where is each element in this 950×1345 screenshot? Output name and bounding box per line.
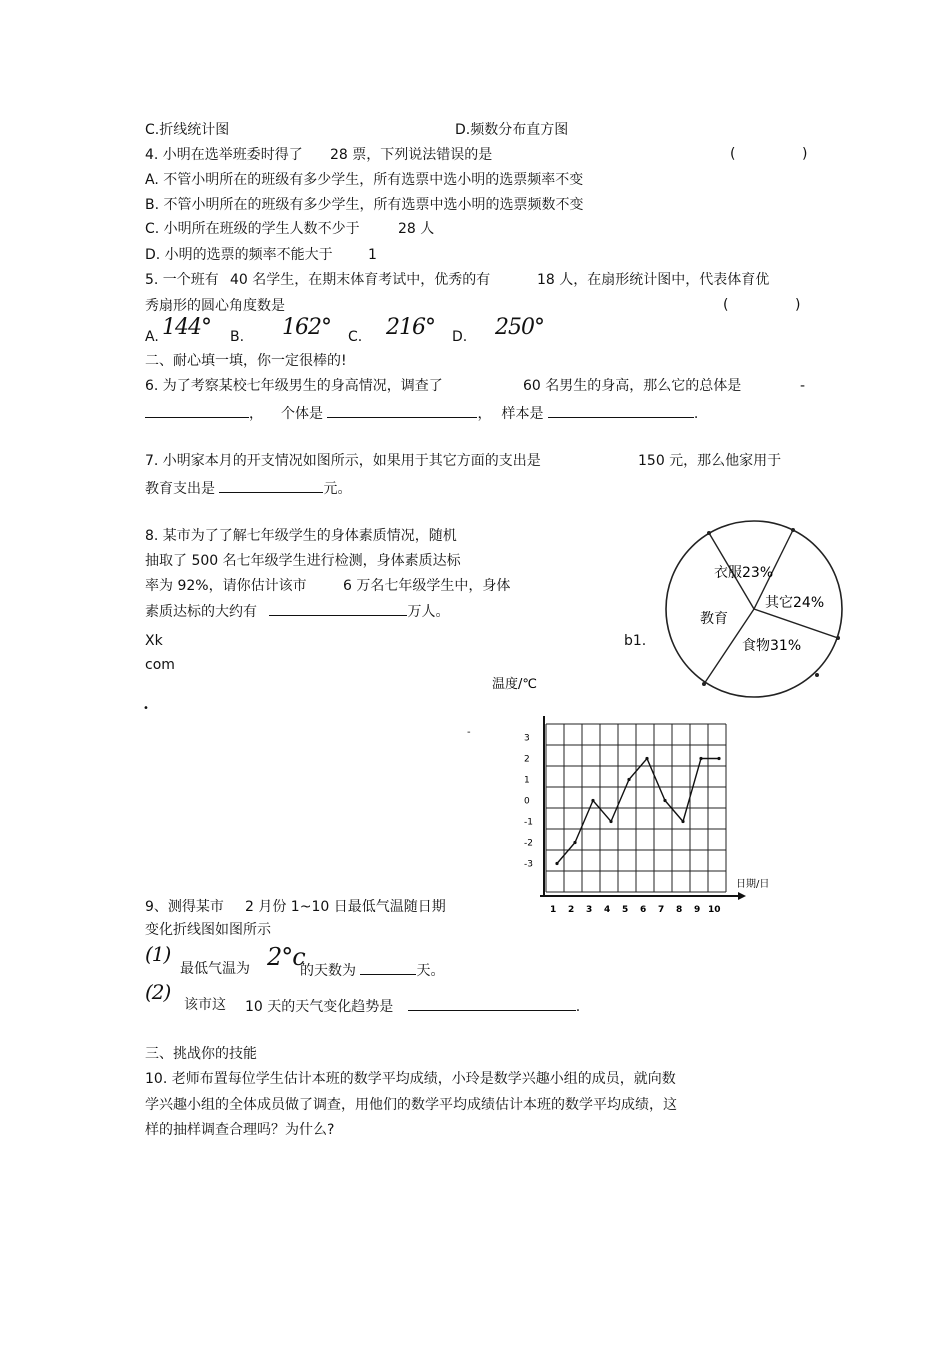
- temperature-line-chart: [488, 668, 778, 915]
- q6-blank-sample[interactable]: [548, 403, 694, 418]
- q9-part1-unit: 天。: [416, 963, 445, 979]
- q8-unit: 万人。: [407, 604, 450, 620]
- q6-blank-individual[interactable]: [327, 403, 477, 418]
- y-tick-label: 3: [524, 733, 530, 744]
- q9-part1-text-a: 最低气温为: [180, 961, 250, 977]
- chart-x-axis-label: 日期/日: [736, 879, 770, 890]
- temperature-point: [555, 862, 558, 865]
- y-tick-label: 2: [524, 754, 530, 765]
- x-tick-label: 2: [568, 905, 575, 915]
- q4-option-d-a: D. 小明的选票的频率不能大于: [145, 247, 333, 263]
- y-tick-label: 1: [524, 775, 530, 786]
- q6-line1-b: 60 名男生的身高，那么它的总体是: [523, 378, 742, 394]
- chart-series: [555, 757, 720, 865]
- q5-value-d: 250°: [495, 315, 544, 340]
- q7-blank-education[interactable]: [219, 478, 323, 493]
- q5-value-c: 216°: [386, 315, 435, 340]
- q5-paren-right: ): [795, 297, 801, 313]
- q4-option-c-a: C. 小明所在班级的学生人数不少于: [145, 221, 360, 237]
- stray-dash: -: [467, 727, 471, 738]
- q5-line1-b: 40 名学生，在期末体育考试中，优秀的有: [230, 272, 491, 288]
- chart-ticks: [524, 734, 721, 916]
- y-tick-label: -3: [524, 859, 533, 870]
- q6-line1-a: 6. 为了考察某校七年级男生的身高情况，调查了: [145, 378, 443, 394]
- y-tick-label: 0: [524, 796, 530, 807]
- stray-xk: Xk: [145, 633, 163, 649]
- q9-part2-text-a: 该市这: [184, 997, 226, 1013]
- temperature-series-line: [557, 759, 719, 864]
- q9-blank-days[interactable]: [360, 960, 416, 975]
- q5-label-b: B.: [230, 329, 245, 345]
- q5-label-d: D.: [452, 329, 468, 345]
- y-tick-label: -2: [524, 838, 533, 849]
- stray-b1: b1.: [624, 633, 647, 649]
- chart-y-axis-label: 温度/℃: [492, 677, 537, 692]
- q3-option-c: C.折线统计图: [145, 122, 230, 138]
- x-tick-label: 3: [586, 905, 593, 915]
- q4-option-c-b: 28 人: [398, 221, 435, 237]
- chart-grid: [540, 716, 746, 900]
- q5-value-a: 144°: [162, 315, 211, 340]
- q8-estimate-label: 素质达标的大约有: [145, 604, 257, 620]
- temperature-point: [609, 820, 612, 823]
- x-tick-label: 4: [604, 905, 611, 915]
- q5-paren-left: (: [723, 297, 729, 313]
- q8-line1: 8. 某市为了了解七年级学生的身体素质情况，随机: [145, 528, 457, 544]
- q5-line2: 秀扇形的圆心角度数是: [145, 298, 285, 314]
- q9-part2-period: .: [575, 999, 581, 1015]
- q9-part1-line: [300, 960, 444, 980]
- q6-period: .: [693, 406, 699, 422]
- pie-point-5: [815, 673, 819, 677]
- section-3-heading: 三、挑战你的技能: [145, 1046, 257, 1062]
- section-2-heading: 二、耐心填一填，你一定很棒的!: [145, 353, 347, 369]
- q9-line2: 变化折线图如图所示: [145, 922, 271, 938]
- pie-point-2: [791, 528, 795, 532]
- temperature-point: [645, 757, 648, 760]
- q8-line4: [145, 601, 449, 621]
- q5-label-c: C.: [348, 329, 363, 345]
- q10-line3: 样的抽样调查合理吗？为什么?: [145, 1122, 335, 1138]
- q7-line2: [145, 478, 351, 498]
- q9-line1-a: 9、测得某市: [145, 899, 224, 915]
- x-tick-label: 6: [640, 905, 647, 915]
- x-tick-label: 10: [708, 905, 721, 915]
- temperature-point: [663, 799, 666, 802]
- q9-part2-number: (2): [145, 980, 171, 1004]
- pie-divider-3: [754, 609, 838, 638]
- q7-line1-a: 7. 小明家本月的开支情况如图所示，如果用于其它方面的支出是: [145, 453, 541, 469]
- q8-blank-estimate[interactable]: [269, 601, 407, 616]
- q5-line1-c: 18 人，在扇形统计图中，代表体育优: [537, 272, 770, 288]
- q9-part2-line: [245, 996, 580, 1016]
- q9-part1-value: 2°c: [267, 943, 305, 971]
- pie-label-other: 其它24%: [765, 595, 825, 611]
- q4-stem-b: 28 票，下列说法错误的是: [330, 147, 493, 163]
- pie-label-education: 教育: [700, 611, 728, 627]
- q8-line2: 抽取了 500 名七年级学生进行检测，身体素质达标: [145, 553, 461, 569]
- q3-option-d: D.频数分布直方图: [455, 122, 569, 138]
- q9-part1-text-b: 的天数为: [300, 963, 356, 979]
- q9-blank-trend[interactable]: [408, 996, 576, 1011]
- q4-option-b: B. 不管小明所在的班级有多少学生，所有选票中选小明的选票频数不变: [145, 197, 584, 213]
- q4-stem-a: 4. 小明在选举班委时得了: [145, 147, 303, 163]
- q4-option-d-b: 1: [368, 247, 377, 263]
- q5-label-a: A.: [145, 329, 159, 345]
- q5-value-b: 162°: [282, 315, 331, 340]
- pie-label-clothing: 衣服23%: [714, 565, 774, 581]
- x-tick-label: 1: [550, 905, 557, 915]
- q10-line2: 学兴趣小组的全体成员做了调查，用他们的数学平均成绩估计本班的数学平均成绩，这: [145, 1097, 677, 1113]
- q6-comma-2: ，: [477, 406, 492, 422]
- q7-education-label: 教育支出是: [145, 481, 215, 497]
- temperature-point: [627, 778, 630, 781]
- stray-dot: •: [143, 703, 149, 714]
- x-tick-label: 7: [658, 905, 665, 915]
- q7-unit: 元。: [323, 481, 352, 497]
- pie-point-1: [707, 531, 711, 535]
- q9-part1-number: (1): [145, 942, 171, 966]
- x-axis-arrow: [738, 892, 746, 900]
- q6-individual-label: 个体是: [281, 406, 323, 422]
- temperature-point: [573, 841, 576, 844]
- q6-line1-c: -: [800, 378, 806, 394]
- q7-line1-b: 150 元，那么他家用于: [638, 453, 782, 469]
- x-tick-label: 5: [622, 905, 629, 915]
- temperature-point: [699, 757, 702, 760]
- q6-line2: [145, 403, 698, 423]
- x-tick-label: 9: [694, 905, 701, 915]
- q6-blank-population[interactable]: [145, 403, 249, 418]
- q8-line3-a: 率为 92%，请你估计该市: [145, 578, 307, 594]
- pie-label-food: 食物31%: [742, 638, 802, 654]
- q5-line1-a: 5. 一个班有: [145, 272, 219, 288]
- temperature-point: [717, 757, 720, 760]
- x-tick-label: 8: [676, 905, 683, 915]
- q8-line3-b: 6 万名七年级学生中，身体: [343, 578, 511, 594]
- q4-paren-left: (: [730, 146, 736, 162]
- q6-comma-1: ，: [249, 406, 263, 422]
- q4-option-a: A. 不管小明所在的班级有多少学生，所有选票中选小明的选票频率不变: [145, 172, 584, 188]
- q9-line1-b: 2 月份 1~10 日最低气温随日期: [245, 899, 446, 915]
- temperature-point: [591, 799, 594, 802]
- temperature-point: [681, 820, 684, 823]
- q6-sample-label: 样本是: [501, 406, 544, 422]
- y-tick-label: -1: [524, 817, 533, 828]
- pie-point-3: [836, 636, 840, 640]
- q9-part2-text-b: 10 天的天气变化趋势是: [245, 999, 394, 1015]
- q10-line1: 10. 老师布置每位学生估计本班的数学平均成绩，小玲是数学兴趣小组的成员，就向数: [145, 1071, 676, 1087]
- q4-paren-right: ): [802, 146, 808, 162]
- stray-com: com: [145, 657, 175, 673]
